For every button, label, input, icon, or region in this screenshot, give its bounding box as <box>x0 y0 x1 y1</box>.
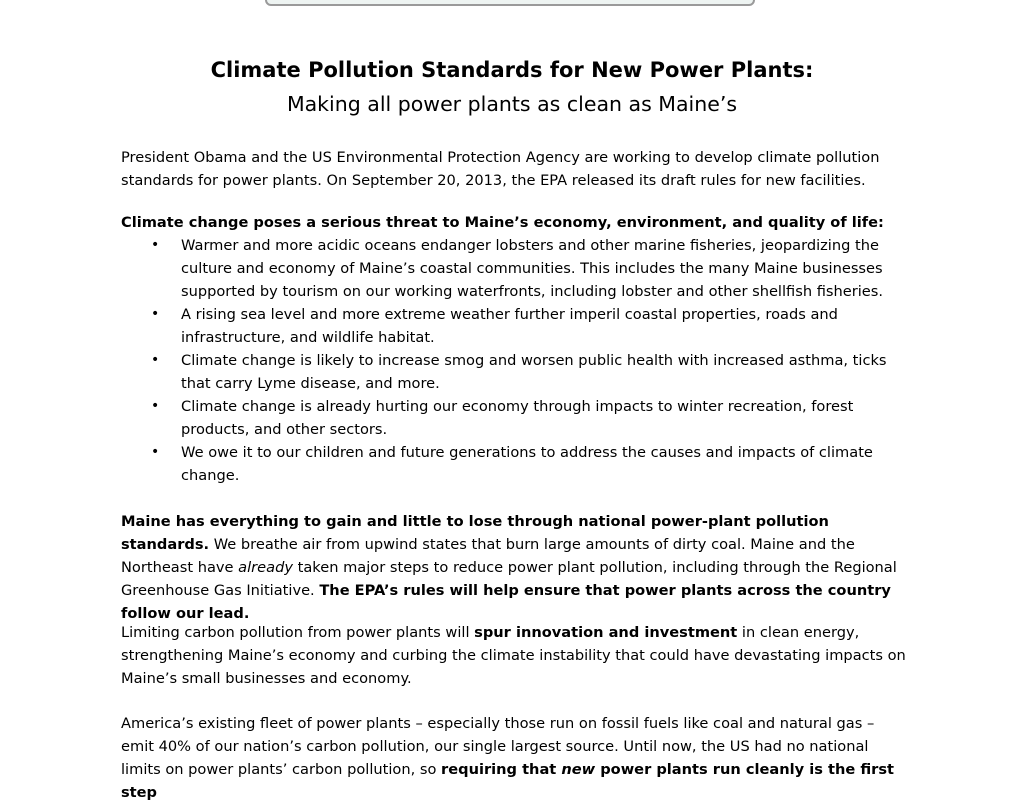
bullet-icon: • <box>151 444 160 460</box>
fleet-emphasis-text-2: power plants run cleanly is the first step <box>121 761 895 801</box>
list-item-text: Climate change is already hurting our economy through impacts to winter recreation, forest products, and other sectors. <box>181 398 854 438</box>
document-subtitle: Making all power plants as clean as Maine’s <box>286 92 738 116</box>
threat-bullet-list <box>121 234 911 487</box>
gain-body-text: We breathe air from upwind states that burn large amounts of dirty coal. Maine and the Northeast have <box>121 536 855 576</box>
gain-emphasis-text: already <box>238 559 293 576</box>
list-item-text: Climate change is likely to increase smog and worsen public health with increased asthma, ticks that carry Lyme disease, and more. <box>181 352 887 392</box>
gain-lead-text: Maine has everything to gain and little to lose through national power-plant pollution standards. <box>121 513 829 553</box>
innovation-body-text-2: in clean energy, strengthening Maine’s economy and curbing the climate instability that could have devastating impacts on Maine’s small businesses and economy. <box>121 624 906 687</box>
bullet-icon: • <box>151 237 160 253</box>
bullet-icon: • <box>151 306 160 322</box>
fleet-emphasis-italic: new <box>561 761 596 778</box>
gain-paragraph <box>121 510 911 625</box>
list-item <box>121 395 911 441</box>
innovation-paragraph <box>121 621 911 690</box>
list-item-text: We owe it to our children and future generations to address the causes and impacts of climate change. <box>181 444 873 484</box>
threat-heading: Climate change poses a serious threat to Maine’s economy, environment, and quality of life: <box>121 214 884 231</box>
gain-closing-text: The EPA’s rules will help ensure that power plants across the country follow our lead. <box>121 582 891 622</box>
gain-body-text-2: taken major steps to reduce power plant pollution, including through the Regional Greenhouse Gas Initiative. <box>121 559 897 599</box>
document-title: Climate Pollution Standards for New Power Plants: <box>210 58 814 82</box>
bullet-icon: • <box>151 352 160 368</box>
fleet-paragraph <box>121 712 911 804</box>
intro-paragraph: President Obama and the US Environmental Protection Agency are working to develop climate pollution standards for power plants. On September 20, 2013, the EPA released its draft rules for new facilities. <box>121 149 880 189</box>
innovation-emphasis-text: spur innovation and investment <box>474 624 738 641</box>
list-item-text: A rising sea level and more extreme weather further imperil coastal properties, roads and infrastructure, and wildlife habitat. <box>181 306 838 346</box>
fleet-emphasis-text: requiring that <box>441 761 562 778</box>
header-logo-frame <box>265 0 755 6</box>
fleet-body-text: America’s existing fleet of power plants – especially those run on fossil fuels like coal and natural gas – emit 40% of our nation’s carbon pollution, our single largest source. Until now, the US had no national limits on power plants’ carbon pollution, so <box>121 715 875 778</box>
list-item <box>121 349 911 395</box>
bullet-icon: • <box>151 398 160 414</box>
innovation-body-text: Limiting carbon pollution from power plants will <box>121 624 475 641</box>
list-item <box>121 303 911 349</box>
list-item-text: Warmer and more acidic oceans endanger lobsters and other marine fisheries, jeopardizing the culture and economy of Maine’s coastal communities. This includes the many Maine businesses supported by tourism on our working waterfronts, including lobster and other shellfish fisheries. <box>181 237 884 300</box>
list-item <box>121 441 911 487</box>
list-item <box>121 234 911 303</box>
